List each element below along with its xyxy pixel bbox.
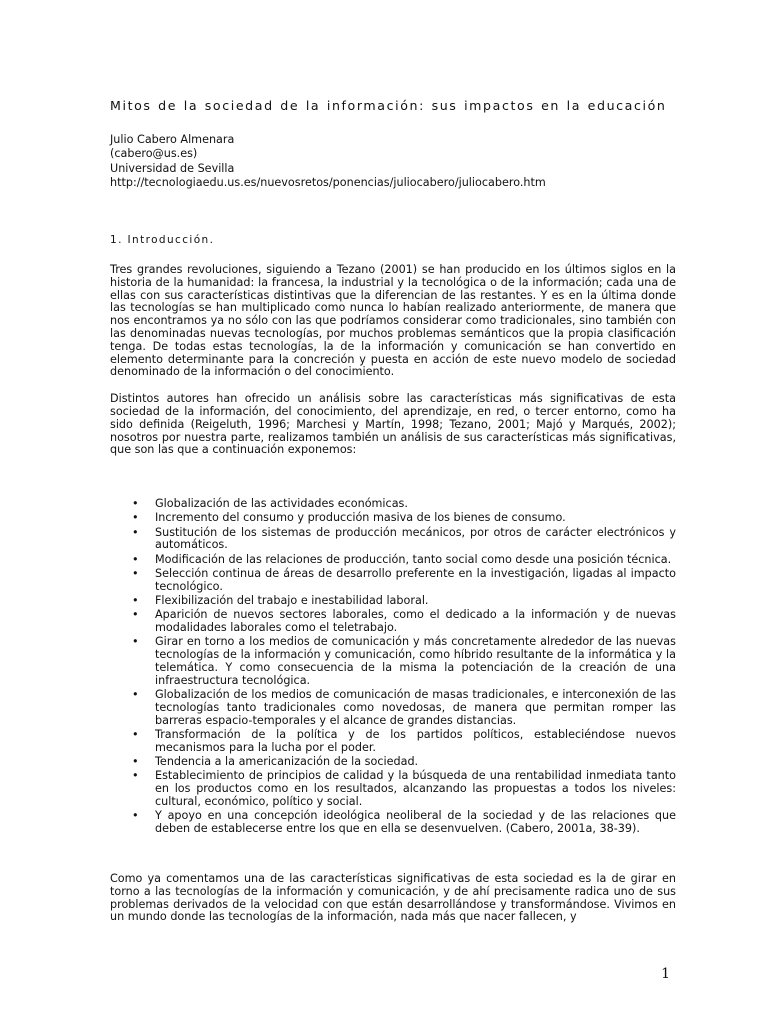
closing-paragraph-block <box>110 873 676 938</box>
author-name: Julio Cabero Almenara <box>110 133 235 146</box>
section-heading: 1. Introducción. <box>110 234 215 246</box>
list-item: • Aparición de nuevos sectores laborales, como el dedicado a la información y de nuevas modalidades laborales como el teletrabajo. <box>132 608 676 635</box>
author-affiliation: Universidad de Sevilla <box>110 161 235 175</box>
author-url: http://tecnologiaedu.us.es/nuevosretos/ponencias/juliocabero/juliocabero.htm <box>110 176 546 190</box>
paragraph-3: Como ya comentamos una de las características significativas de esta sociedad es la de girar en torno a las tecnologías de la información y comunicación, y de ahí precisamente radica uno de sus problemas derivados de la velocidad con que están desarrollándose y transformándose. Vivimos en un mundo donde las tecnologías de la información, nada más que nacer fallecen, y <box>110 872 676 924</box>
list-item: • Modificación de las relaciones de producción, tanto social como desde una posición técnica. <box>132 552 672 566</box>
page-number: 1 <box>661 966 670 982</box>
list-item: • Flexibilización del trabajo e inestabilidad laboral. <box>132 594 429 608</box>
list-item: • Globalización de las actividades económicas. <box>132 497 408 510</box>
bullet-icon: • <box>132 594 139 608</box>
list-item: • Sustitución de los sistemas de producción mecánicos, por otros de carácter electrónicos y automáticos. <box>132 525 676 552</box>
author-email: (cabero@us.es) <box>110 147 198 161</box>
list-item: • Selección continua de áreas de desarrollo preferente en la investigación, ligadas al impacto tecnológico. <box>132 566 676 593</box>
list-item: • Establecimiento de principios de calidad y la búsqueda de una rentabilidad inmediata tanto en los productos como en los resultados, alcanzando las propuestas a todos los niveles: cultural, económico, político y social. <box>132 769 676 809</box>
author-block <box>110 133 546 191</box>
bullet-icon: • <box>132 755 139 769</box>
list-item: • Incremento del consumo y producción masiva de los bienes de consumo. <box>132 511 566 525</box>
bullet-icon: • <box>132 728 139 742</box>
intro-paragraphs <box>110 264 676 471</box>
bullet-icon: • <box>132 511 139 525</box>
paragraph-1: Tres grandes revoluciones, siguiendo a Tezano (2001) se han producido en los últimos siglos en la historia de la humanidad: la francesa, la industrial y la tecnológica o de la información; cada una de ellas con sus características distintivas que la diferencian de las restantes. Y es en la última donde las tecnologías se han multiplicado como nunca lo habían realizado anteriormente, de manera que nos encontramos ya no sólo con las que podríamos considerar como tradicionales, sino también con las denominadas nuevas tecnologías, por muchos problemas semánticos que la propia clasificación tenga. De todas estas tecnologías, la de la información y comunicación se han convertido en elemento determinante para la concreción y puesta en acción de este nuevo modelo de sociedad denominado de la información o del conocimiento. <box>110 263 676 379</box>
bullet-icon: • <box>132 769 139 783</box>
characteristics-list <box>110 498 676 837</box>
bullet-icon: • <box>132 497 139 510</box>
bullet-icon: • <box>132 809 139 823</box>
bullet-icon: • <box>132 566 139 580</box>
list-item: • Girar en torno a los medios de comunicación y más concretamente alrededor de las nuevas tecnologías de la información y comunicación, como híbrido resultante de la informática y la telemática. Y como consecuencia de la misma la potenciación de la creación de una infraestructura tecnológica. <box>132 635 676 687</box>
bullet-icon: • <box>132 608 139 622</box>
bullet-icon: • <box>132 525 139 539</box>
bullet-icon: • <box>132 688 139 702</box>
document-title: Mitos de la sociedad de la información: sus impactos en la educación <box>110 98 667 113</box>
bullet-icon: • <box>132 552 139 566</box>
list-item: • Tendencia a la americanización de la sociedad. <box>132 755 419 769</box>
paragraph-2: Distintos autores han ofrecido un análisis sobre las características más significativas de esta sociedad de la información, del conocimiento, del aprendizaje, en red, o tercer entorno, como ha sido definida (Reigeluth, 1996; Marchesi y Martín, 1998; Tezano, 2001; Majó y Marqués, 2002); nosotros por nuestra parte, realizamos también un análisis de sus características más significativas, que son las que a continuación exponemos: <box>110 392 676 457</box>
list-item: • Y apoyo en una concepción ideológica neoliberal de la sociedad y de las relaciones que deben de establecerse entre los que en ella se desenvuelven. (Cabero, 2001a, 38-39). <box>132 809 676 836</box>
bullet-icon: • <box>132 635 139 649</box>
list-item: • Transformación de la política y de los partidos políticos, estableciéndose nuevos mecanismos para la lucha por el poder. <box>132 728 676 754</box>
list-item: • Globalización de los medios de comunicación de masas tradicionales, e interconexión de las tecnologías tanto tradicionales como novedosas, de manera que permitan romper las barreras espacio-temporales y el alcance de grandes distancias. <box>132 688 676 727</box>
